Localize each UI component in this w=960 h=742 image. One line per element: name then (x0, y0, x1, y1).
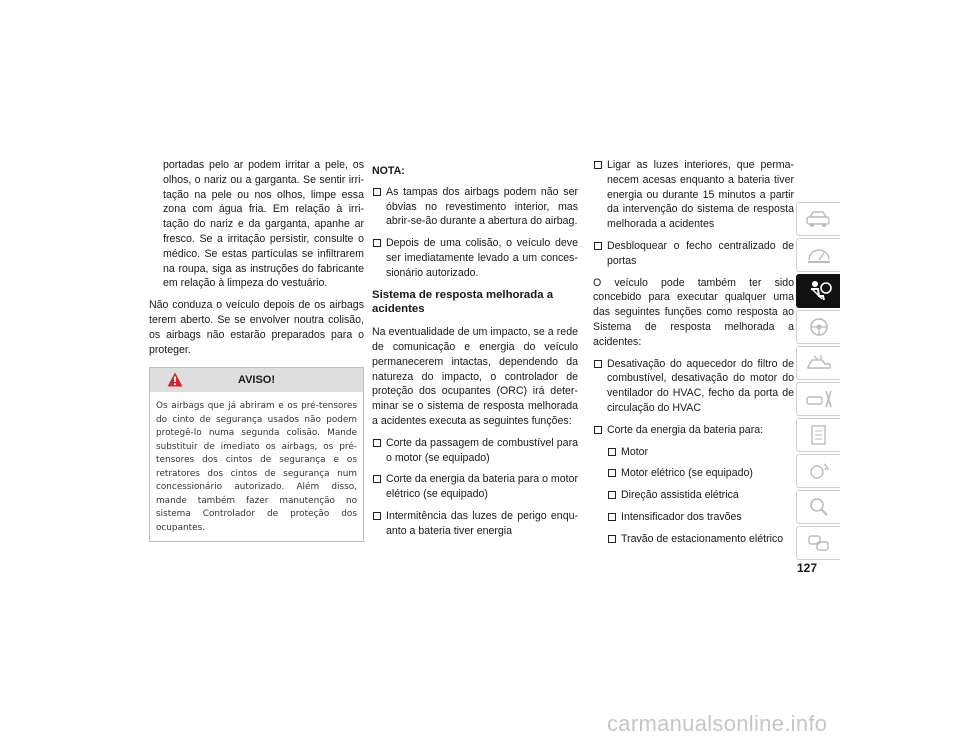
crash-icon (804, 352, 834, 374)
left-column (149, 158, 364, 542)
checkbox-bullet-icon (373, 512, 381, 520)
languages-icon (804, 532, 834, 554)
sub-list-item: Travão de estacionamento elétrico (607, 532, 794, 547)
checkbox-bullet-icon (594, 360, 602, 368)
page-number: 127 (797, 561, 818, 575)
multimedia-icon (804, 460, 834, 482)
tab-airbag-safety[interactable] (796, 274, 840, 308)
checkbox-bullet-icon (608, 469, 616, 477)
checkbox-bullet-icon (594, 161, 602, 169)
dashboard-lights-icon (804, 244, 834, 266)
car-overview-icon (804, 208, 834, 230)
functions-paragraph: O veículo pode também ter sido concebido para executar qualquer uma das seguintes funções como resposta ao Sistema de resposta melhorada a acidentes: (593, 276, 794, 348)
warning-triangle-icon (167, 372, 183, 387)
list-item: Intermitência das luzes de perigo enqu-anto a bateria tiver energia (372, 509, 578, 539)
middle-column (372, 158, 578, 546)
sub-list-item: Motor (607, 445, 794, 460)
checkbox-bullet-icon (373, 475, 381, 483)
checkbox-bullet-icon (373, 439, 381, 447)
sub-list-item: Motor elétrico (se equipado) (607, 466, 794, 481)
tab-car-overview[interactable] (796, 202, 840, 236)
service-tools-icon (804, 388, 834, 410)
sub-list-item: Intensificador dos travões (607, 510, 794, 525)
list-item: Ligar as luzes interiores, que perma-necem acesas enquanto a bateria tiver energia ou durante 15 minutos a partir da intervenção do sistema de resposta melhorada a acidentes (593, 158, 794, 232)
right-column (593, 158, 794, 554)
continuation-text: portadas pelo ar podem irritar a pele, os olhos, o nariz ou a garganta. Se sentir irri-tação na pele ou nos olhos, limpe essa zona com água fria. Em relação à irri-tação do nariz e da garganta, apanhe ar fresco. Se a irritação persistir, consulte o médico. Se estas partículas se infiltrarem na roupa, siga as instruções do fabricante em relação à limpeza do vestuário. (163, 159, 364, 290)
tab-steering-wheel[interactable] (796, 310, 840, 344)
tab-specifications[interactable] (796, 418, 840, 452)
tab-dashboard-lights[interactable] (796, 238, 840, 272)
checkbox-bullet-icon (373, 239, 381, 247)
section-heading: Sistema de resposta melhorada a acidentes (372, 288, 554, 316)
checkbox-bullet-icon (594, 426, 602, 434)
paragraph-after-deployment: Não conduza o veículo depois de os airbags terem aberto. Se se envolver noutra colisão, os airbags não estarão preparados para o proteger. (149, 299, 364, 356)
list-item: Corte da energia da bateria para: (593, 423, 794, 438)
checkbox-bullet-icon (608, 535, 616, 543)
checkbox-bullet-icon (608, 448, 616, 456)
tab-service-tools[interactable] (796, 382, 840, 416)
index-search-icon (804, 496, 834, 518)
nota-label: NOTA: (372, 165, 405, 177)
list-item: Corte da energia da bateria para o motor elétrico (se equipado) (372, 472, 578, 502)
section-paragraph: Na eventualidade de um impacto, se a rede de comunicação e energia do veículo permanecerem intactas, dependendo da natureza do impacto, o controlador de proteção dos ocupantes (ORC) irá deter-minar se o sistema de resposta melhorada a acidentes executa as seguintes funções: (372, 326, 578, 427)
list-item: Desbloquear o fecho centralizado de portas (593, 239, 794, 269)
tab-languages[interactable] (796, 526, 840, 560)
specifications-icon (804, 424, 834, 446)
list-item: Desativação do aquecedor do filtro de combustível, desativação do motor do ventilador do HVAC, fecho da porta de circulação do HVAC (593, 357, 794, 416)
list-item: As tampas dos airbags podem não ser óbvias no revestimento interior, mas abrir-se-ão durante a abertura do airbag. (372, 185, 578, 229)
checkbox-bullet-icon (608, 491, 616, 499)
watermark: carmanualsonline.info (607, 711, 828, 736)
list-item: Corte da passagem de combustível para o motor (se equipado) (372, 436, 578, 466)
sub-list-item: Direção assistida elétrica (607, 488, 794, 503)
warning-box (149, 367, 364, 542)
chapter-tabs (796, 202, 840, 562)
warning-title: AVISO! (237, 374, 276, 387)
checkbox-bullet-icon (608, 513, 616, 521)
list-item: Depois de uma colisão, o veículo deve ser imediatamente levado a um conces-sionário autorizado. (372, 236, 578, 280)
tab-crash[interactable] (796, 346, 840, 380)
checkbox-bullet-icon (594, 242, 602, 250)
tab-index-search[interactable] (796, 490, 840, 524)
warning-text: Os airbags que já abriram e os pré-tensores do cinto de segurança usados não podem protegê-lo numa segunda colisão. Mande substituir de imediato os airbags, os pré-tensores dos cintos de segurança e os retratores dos cintos de segurança num concessionário autorizado. Além disso, mande também fazer manutenção no sistema Controlador de proteção dos ocupantes. (156, 401, 357, 533)
steering-wheel-icon (804, 316, 834, 338)
airbag-safety-icon (804, 279, 834, 303)
tab-multimedia[interactable] (796, 454, 840, 488)
warning-header (150, 368, 363, 392)
checkbox-bullet-icon (373, 188, 381, 196)
